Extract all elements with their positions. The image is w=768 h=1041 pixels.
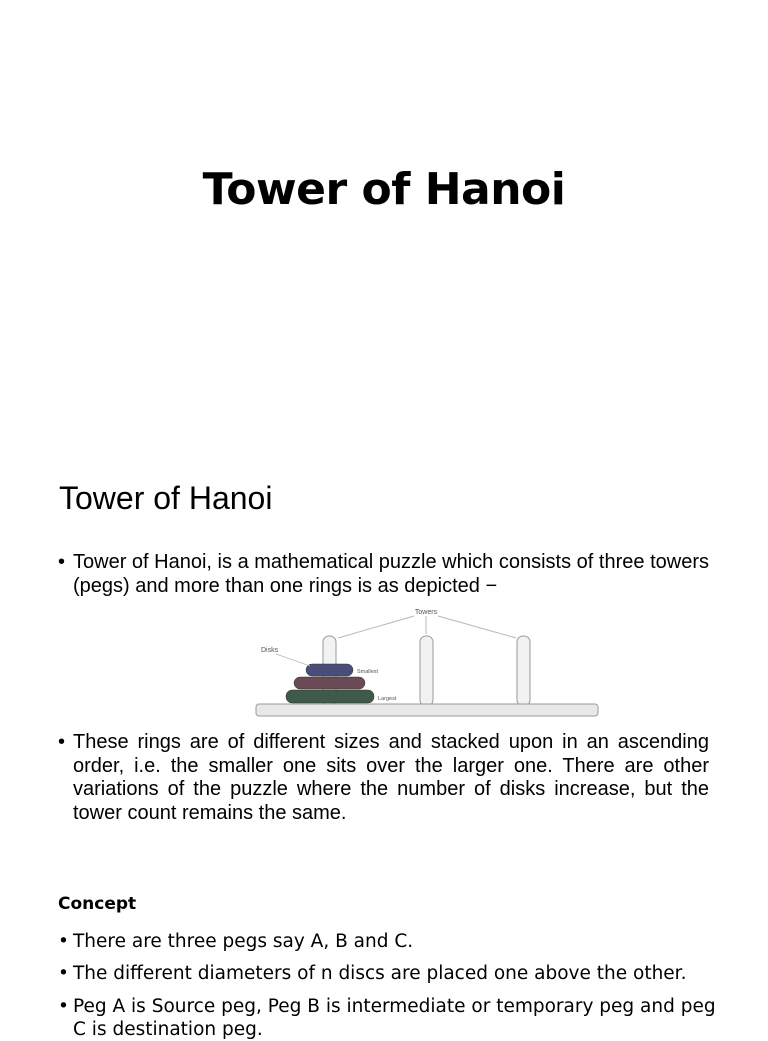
bullet-item	[58, 551, 709, 598]
bullet-text: These rings are of different sizes and stacked upon in an ascending order, i.e. the smaller one sits over the larger one. There are other variations of the puzzle where the number of disks increase, but the tower count remains the same.	[73, 731, 709, 824]
concept-bullet-item	[58, 962, 718, 985]
concept-bullet-item	[58, 995, 718, 1041]
bullet-text: The different diameters of n discs are placed one above the other.	[73, 963, 687, 984]
pointer-line-left	[338, 616, 414, 638]
disks-pointer	[276, 654, 310, 666]
bullet-text: Tower of Hanoi, is a mathematical puzzle which consists of three towers (pegs) and more than one rings is as depicted −	[73, 551, 709, 597]
section-title: Tower of Hanoi	[59, 480, 273, 516]
disk-smallest	[306, 664, 353, 676]
bullet-dot: •	[58, 551, 66, 573]
peg-b	[420, 636, 433, 706]
bullet-dot: •	[58, 931, 69, 952]
tower-base	[256, 704, 598, 716]
peg-c	[517, 636, 530, 706]
largest-label: Largest	[378, 696, 397, 702]
disks-label: Disks	[261, 647, 279, 654]
pointer-line-right	[438, 616, 516, 638]
towers-label: Towers	[414, 609, 438, 616]
disk-medium	[294, 677, 365, 689]
bullet-text: There are three pegs say A, B and C.	[73, 931, 414, 952]
bullet-dot: •	[58, 996, 69, 1017]
concept-bullet-item	[58, 930, 718, 953]
bullet-dot: •	[58, 731, 66, 753]
bullet-text: Peg A is Source peg, Peg B is intermediate or temporary peg and peg C is destination peg.	[73, 996, 716, 1040]
concept-heading: Concept	[58, 894, 137, 914]
smallest-label: Smallest	[357, 669, 379, 675]
slide-title: Tower of Hanoi	[202, 164, 566, 215]
bullet-item	[58, 731, 709, 825]
disk-largest	[286, 690, 374, 703]
bullet-dot: •	[58, 963, 69, 984]
tower-of-hanoi-diagram	[254, 606, 602, 720]
